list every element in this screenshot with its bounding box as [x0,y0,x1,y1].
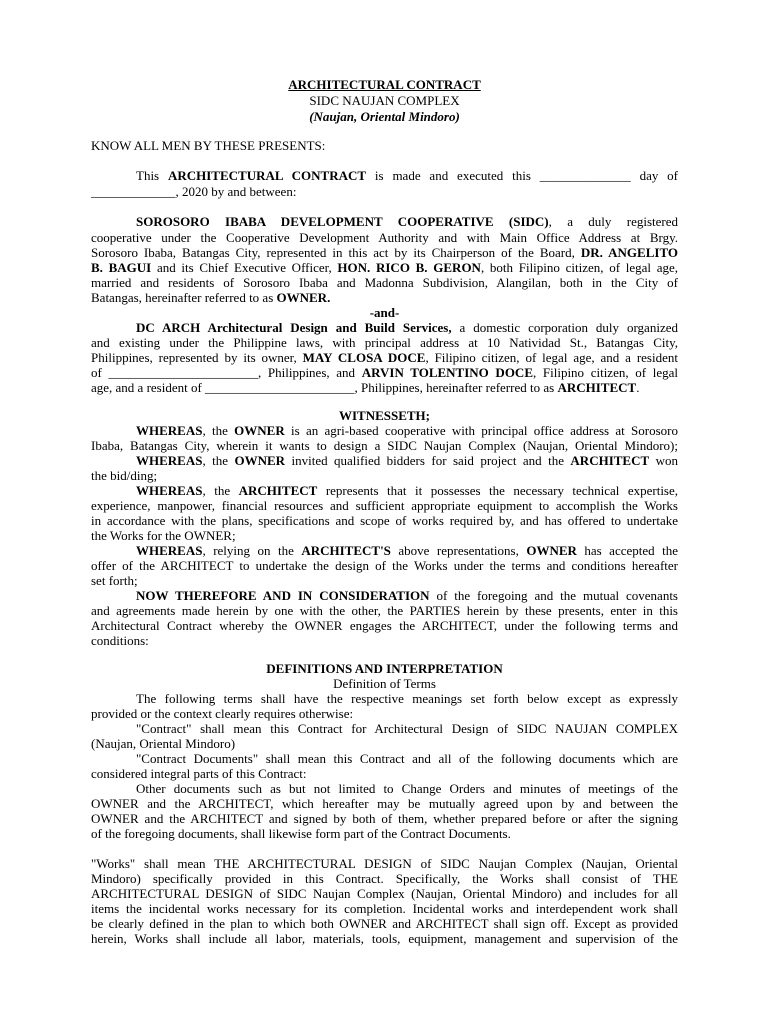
party2-line-2: and existing under the Philippine laws, with principal address at 10 Natividad St., Batangas City, [91,335,678,350]
contract-location: (Naujan, Oriental Mindoro) [309,109,460,124]
contract-documents-line-2: considered integral parts of this Contract: [91,766,307,781]
works-definition-line-6: herein, Works shall include all labor, materials, tools, equipment, management and supervision of the [91,931,678,946]
works-definition-line-1: "Works" shall mean THE ARCHITECTURAL DESIGN of SIDC Naujan Complex (Naujan, Oriental [91,856,678,871]
whereas3-line-4: the Works for the OWNER; [91,528,236,543]
contract-subtitle: SIDC NAUJAN COMPLEX [309,93,460,108]
contract-definition-line-1: "Contract" shall mean this Contract for Architectural Design of SIDC NAUJAN COMPLEX [136,721,678,736]
witnesseth-heading: WITNESSETH; [338,408,431,423]
whereas4-line-2: offer of the ARCHITECT to undertake the design of the Works under the terms and conditions hereafter [91,558,678,573]
party2-line-5: age, and a resident of _______________________, Philippines, hereinafter referred to as ARCHITECT. [91,380,640,395]
definitions-subheading: Definition of Terms [333,676,436,691]
party1-line-6: Batangas, hereinafter referred to as OWNER. [91,290,331,305]
party1-line-5: married and residents of Sorosoro Ibaba and Madonna Subdivision, Alangilan, both in the City of [91,275,678,290]
whereas2-line-2: the bid/ding; [91,468,158,483]
party1-line-3: Sorosoro Ibaba, Batangas City, represented in this act by its Chairperson of the Board, DR. ANGELITO [91,245,678,260]
now-therefore-line-4: conditions: [91,633,149,648]
and-separator: -and- [369,305,400,320]
contract-definition-line-2: (Naujan, Oriental Mindoro) [91,736,236,751]
now-therefore-line-1: NOW THEREFORE AND IN CONSIDERATION of the foregoing and the mutual covenants [136,588,678,603]
whereas4-line-3: set forth; [91,573,138,588]
opening-line-1: This ARCHITECTURAL CONTRACT is made and executed this ______________ day of [136,168,678,183]
definitions-heading: DEFINITIONS AND INTERPRETATION [266,661,503,676]
contract-title: ARCHITECTURAL CONTRACT [288,77,481,92]
opening-line-2: _____________, 2020 by and between: [91,184,297,199]
party1-line-4: B. BAGUI and its Chief Executive Officer, HON. RICO B. GERON, both Filipino citizen, of legal age, [91,260,678,275]
party1-line-1: SOROSORO IBABA DEVELOPMENT COOPERATIVE (SIDC), a duly registered [136,214,678,229]
whereas1-line-1: WHEREAS, the OWNER is an agri-based cooperative with principal office address at Sorosoro [136,423,678,438]
works-definition-line-4: items the incidental works necessary for its completion. Incidental works and interdependent work shall [91,901,678,916]
definitions-p1-line-1: The following terms shall have the respective meanings set forth below except as expressly [136,691,678,706]
contract-documents-line-1: "Contract Documents" shall mean this Contract and all of the following documents which are [136,751,678,766]
other-documents-line-2: OWNER and the ARCHITECT, which hereafter may be mutually agreed upon by and between the [91,796,678,811]
other-documents-line-3: OWNER and the ARCHITECT and signed by both of them, whether prepared before or after the signing [91,811,678,826]
party2-line-4: of _______________________, Philippines, and ARVIN TOLENTINO DOCE, Filipino citizen, of legal [91,365,678,380]
other-documents-line-4: of the foregoing documents, shall likewise form part of the Contract Documents. [91,826,511,841]
whereas2-line-1: WHEREAS, the OWNER invited qualified bidders for said project and the ARCHITECT won [136,453,678,468]
works-definition-line-2: Mindoro) specifically provided in this Contract. Specifically, the Works shall consist of THE [91,871,678,886]
whereas1-line-2: Ibaba, Batangas City, wherein it wants to design a SIDC Naujan Complex (Naujan, Oriental Mindoro); [91,438,678,453]
whereas3-line-1: WHEREAS, the ARCHITECT represents that it possesses the necessary technical expertise, [136,483,678,498]
party1-line-2: cooperative under the Cooperative Development Authority and with Main Office Address at Brgy. [91,230,678,245]
party2-line-3: Philippines, represented by its owner, MAY CLOSA DOCE, Filipino citizen, of legal age, and a resident [91,350,678,365]
now-therefore-line-2: and agreements made herein by one with the other, the PARTIES herein by these presents, enter in this [91,603,678,618]
works-definition-line-5: be clearly defined in the plan to which both OWNER and ARCHITECT shall sign off. Except as provided [91,916,678,931]
now-therefore-line-3: Architectural Contract whereby the OWNER engages the ARCHITECT, under the following terms and [91,618,678,633]
whereas4-line-1: WHEREAS, relying on the ARCHITECT'S above representations, OWNER has accepted the [136,543,678,558]
works-definition-line-3: ARCHITECTURAL DESIGN of SIDC Naujan Complex (Naujan, Oriental Mindoro) and includes for all [91,886,678,901]
definitions-p1-line-2: provided or the context clearly requires otherwise: [91,706,354,721]
intro-line: KNOW ALL MEN BY THESE PRESENTS: [91,138,326,153]
other-documents-line-1: Other documents such as but not limited to Change Orders and minutes of meetings of the [136,781,678,796]
whereas3-line-3: in accordance with the plans, specifications and scope of works required by, and has offered to undertake [91,513,678,528]
whereas3-line-2: experience, manpower, financial resources and sufficient appropriate equipment to accomplish the Works [91,498,678,513]
party2-line-1: DC ARCH Architectural Design and Build Services, a domestic corporation duly organized [136,320,678,335]
